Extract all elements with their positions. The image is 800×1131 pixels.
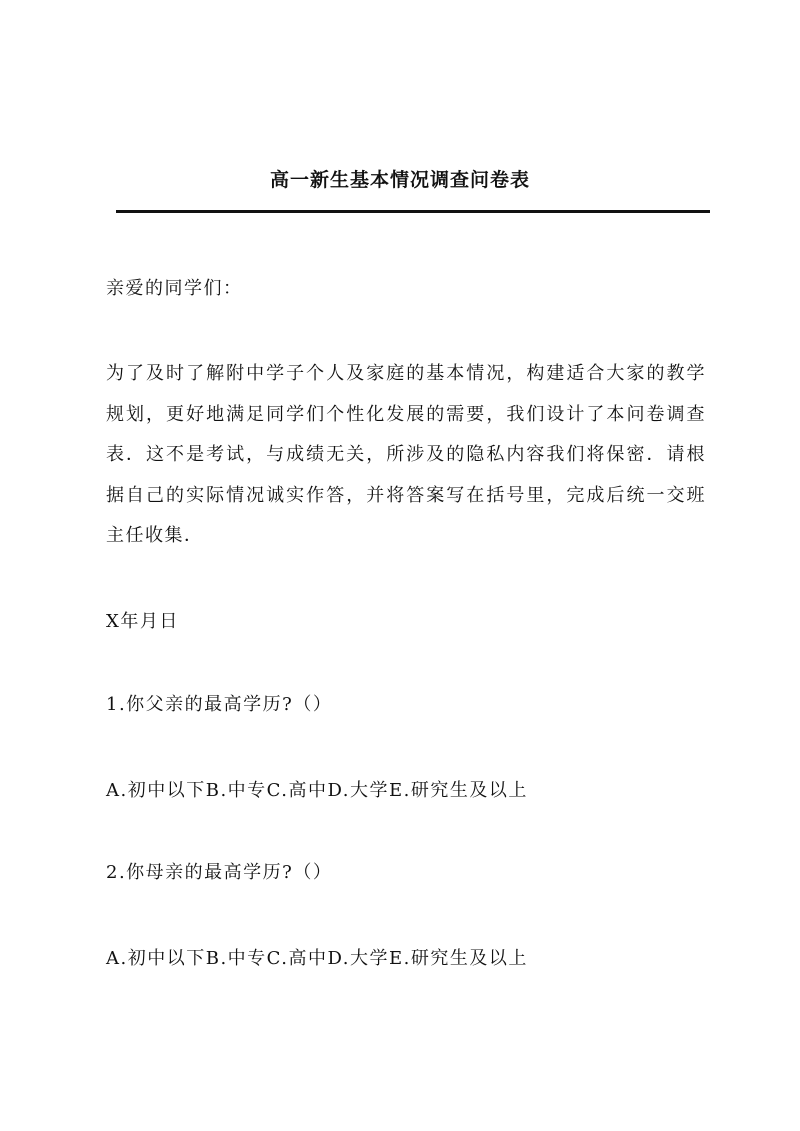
question-1: 1.你父亲的最高学历?（） — [106, 694, 333, 715]
greeting-text: 亲爱的同学们： — [106, 278, 243, 299]
title-underline — [116, 210, 710, 213]
question-1-options: A.初中以下B.中专C.高中D.大学E.研究生及以上 — [106, 780, 528, 801]
question-2: 2.你母亲的最高学历?（） — [106, 862, 333, 883]
intro-paragraph: 为了及时了解附中学子个人及家庭的基本情况，构建适合大家的教学规划，更好地满足同学们个性化发展的需要，我们设计了本问卷调查表．这不是考试，与成绩无关，所涉及的隐私内容我们将保密．请根据自己的实际情况诚实作答，并将答案写在括号里，完成后统一交班主任收集． — [106, 363, 706, 546]
question-2-options: A.初中以下B.中专C.高中D.大学E.研究生及以上 — [106, 948, 528, 969]
document-title: 高一新生基本情况调查问卷表 — [269, 169, 530, 191]
date-line: X年月日 — [106, 611, 179, 632]
